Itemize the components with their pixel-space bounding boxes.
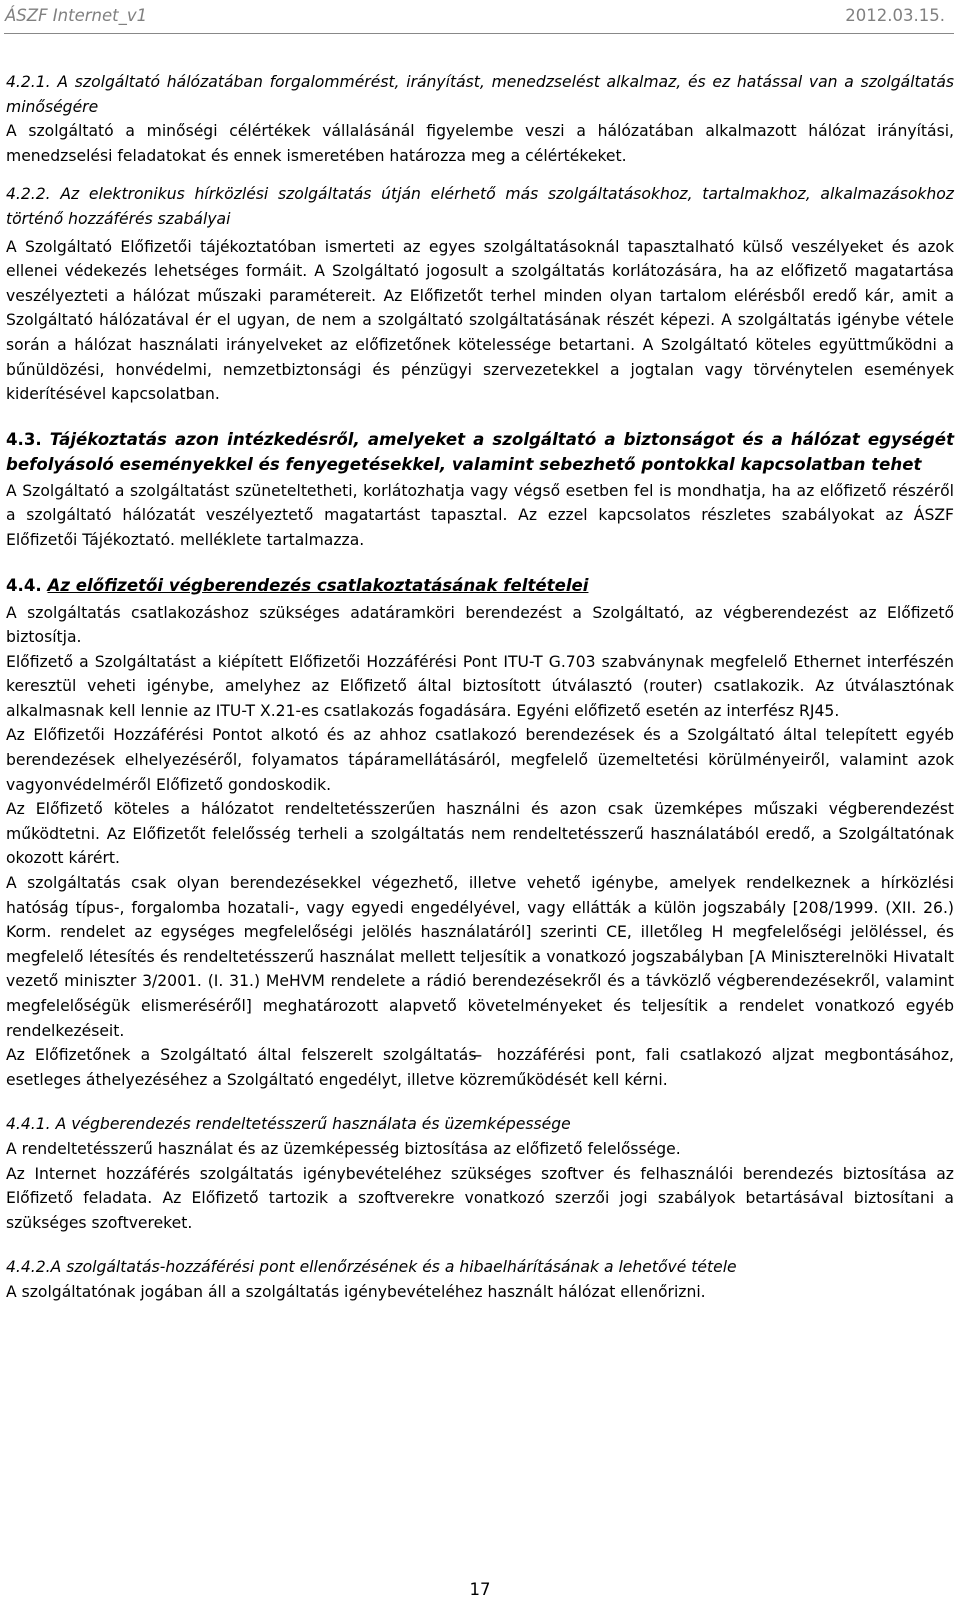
section-4-4-paragraph: Az Előfizetőnek a Szolgáltató által felszerelt szolgáltatás ̶ hozzáférési pont, fali csatlakozó aljzat megbontásához, esetleges áthelyezéséhez a Szolgáltató engedélyt, illetve közreműködését kell kérni. bbox=[6, 1046, 954, 1089]
section-4-4-1-paragraph: A rendeltetésszerű használat és az üzemképesség biztosítása az előfizető felelőssége. bbox=[6, 1139, 681, 1158]
page-number: 17 bbox=[469, 1580, 491, 1599]
section-4-4-1-paragraph: Az Internet hozzáférés szolgáltatás igénybevételéhez szükséges szoftver és felhasználói berendezés biztosítása az Előfizető feladata. Az Előfizető tartozik a szoftverekre vonatkozó szerzői jogi szabályok betartásával biztosítani a szükséges szoftvereket. bbox=[6, 1164, 954, 1232]
section-4-2-2-heading: 4.2.2. Az elektronikus hírközlési szolgáltatás útján elérhető más szolgáltatásokhoz, tartalmakhoz, alkalmazásokhoz történő hozzáférés szabályai bbox=[6, 185, 954, 228]
section-4-4-heading bbox=[6, 573, 954, 598]
header-divider bbox=[4, 33, 954, 34]
section-4-4-paragraph: Az Előfizető köteles a hálózatot rendeltetésszerűen használni és azon csak üzemképes műszaki végberendezést működtetni. Az Előfizetőt felelősség terheli a szolgáltatás nem rendeltetésszerű használatából eredő, a Szolgáltatónak okozott kárért. bbox=[6, 800, 954, 868]
page-header bbox=[0, 0, 960, 36]
section-4-3-number: 4.3. bbox=[6, 429, 42, 449]
document-date: 2012.03.15. bbox=[845, 6, 945, 25]
section-4-4-number: 4.4. bbox=[6, 575, 42, 595]
section-4-3-title: Tájékoztatás azon intézkedésről, amelyeket a szolgáltató a biztonságot és a hálózat egységét befolyásoló eseményekkel és fenyegetésekkel, valamint sebezhető pontokkal kapcsolatban tehet bbox=[6, 429, 954, 474]
section-4-3-heading bbox=[6, 427, 954, 477]
section-4-2-1-body: A szolgáltató a minőségi célértékek vállalásánál figyelembe veszi a hálózatában alkalmazott hálózat irányítási, menedzselési feladatokat és ennek ismeretében határozza meg a célértékeket. bbox=[6, 122, 954, 165]
section-4-2-2-body: A Szolgáltató Előfizetői tájékoztatóban ismerteti az egyes szolgáltatásoknál tapasztalható külső veszélyeket és azok ellenei védekezés lehetséges formáit. A Szolgáltató jogosult a szolgáltatás korlátozására, ha az előfizető magatartása veszélyezteti a hálózat műszaki paramétereit. Az Előfizetőt terhel minden olyan tartalom elérésből eredő kár, amit a Szolgáltató hálózatával ér el ugyan, de nem a szolgáltató szolgáltatásának részét képezi. A szolgáltatás igénybe vétele során a hálózat használati irányelveket az előfizetőnek kötelessége betartani. A Szolgáltató köteles együttműködni a bűnüldözési, honvédelmi, nemzetbiztonsági és pénzügyi szervezetekkel a jogtalan vagy törvénytelen események kiderítésével kapcsolatban. bbox=[6, 237, 954, 404]
section-4-4-paragraph: Az Előfizetői Hozzáférési Pontot alkotó és az ahhoz csatlakozó berendezések és a Szolgáltató által telepített egyéb berendezések elhelyezéséről, folyamatos tápáramellátásáról, megfelelő üzemeltetési körülményeiről, valamint azok vagyonvédelméről Előfizető gondoskodik. bbox=[6, 726, 954, 794]
document-title: ÁSZF Internet_v1 bbox=[5, 6, 148, 25]
section-4-4-paragraph: A szolgáltatás csak olyan berendezésekkel végezhető, illetve vehető igénybe, amelyek rendelkeznek a hírközlési hatóság típus-, forgalomba hozatali-, vagy egyedi engedélyével, vagy ellátták a külön jogszabály [208/1999. (XII. 26.) Korm. rendelet az egységes megfelelőségi jelölés használatáról] szerinti CE, illetőleg H megfelelőségi jelöléssel, és megfelelő létesítés és rendeltetésszerű használat mellett teljesítik a vonatkozó jogszabályban [A Miniszterelnöki Hivatalt vezető miniszter 3/2001. (I. 31.) MeHVM rendelete a rádió berendezésekről és a távközlő végberendezésekről, valamint megfelelőségük elismeréséről] meghatározott alapvető követelményeket és teljesítik a rendelet vonatkozó egyéb rendelkezéseit. bbox=[6, 874, 954, 1040]
section-4-4-paragraph: A szolgáltatás csatlakozáshoz szükséges adatáramköri berendezést a Szolgáltató, az végberendezést az Előfizető biztosítja. bbox=[6, 603, 954, 647]
section-4-4-title: Az előfizetői végberendezés csatlakoztatásának feltételei bbox=[47, 575, 589, 595]
section-4-4-2-heading: 4.4.2.A szolgáltatás-hozzáférési pont ellenőrzésének és a hibaelhárításának a lehetővé tétele bbox=[6, 1258, 737, 1277]
section-4-4-1-heading: 4.4.1. A végberendezés rendeltetésszerű használata és üzemképessége bbox=[6, 1115, 571, 1134]
section-4-4-2-paragraph: A szolgáltatónak jogában áll a szolgáltatás igénybevételéhez használt hálózat ellenőrizni. bbox=[6, 1282, 706, 1301]
section-4-3-body: A Szolgáltató a szolgáltatást szüneteltetheti, korlátozhatja vagy végső esetben fel is mondhatja, ha az előfizető részéről a szolgáltató hálózatát veszélyeztető magatartást tapasztal. Az ezzel kapcsolatos részletes szabályokat az ÁSZF Előfizetői Tájékoztató. melléklete tartalmazza. bbox=[6, 481, 954, 549]
document-body bbox=[6, 70, 954, 1305]
section-4-4-paragraph: Előfizető a Szolgáltatást a kiépített Előfizetői Hozzáférési Pont ITU-T G.703 szabványnak megfelelő Ethernet interfészén keresztül veheti igénybe, amelyhez az Előfizető által biztosított útválasztó (router) csatlakozik. Az útválasztónak alkalmasnak kell lennie az ITU-T X.21-es csatlakozás fogadására. Egyéni előfizető esetén az interfész RJ45. bbox=[6, 652, 954, 720]
section-4-2-1-heading: 4.2.1. A szolgáltató hálózatában forgalommérést, irányítást, menedzselést alkalmaz, és ez hatással van a szolgáltatás minőségére bbox=[6, 73, 954, 116]
